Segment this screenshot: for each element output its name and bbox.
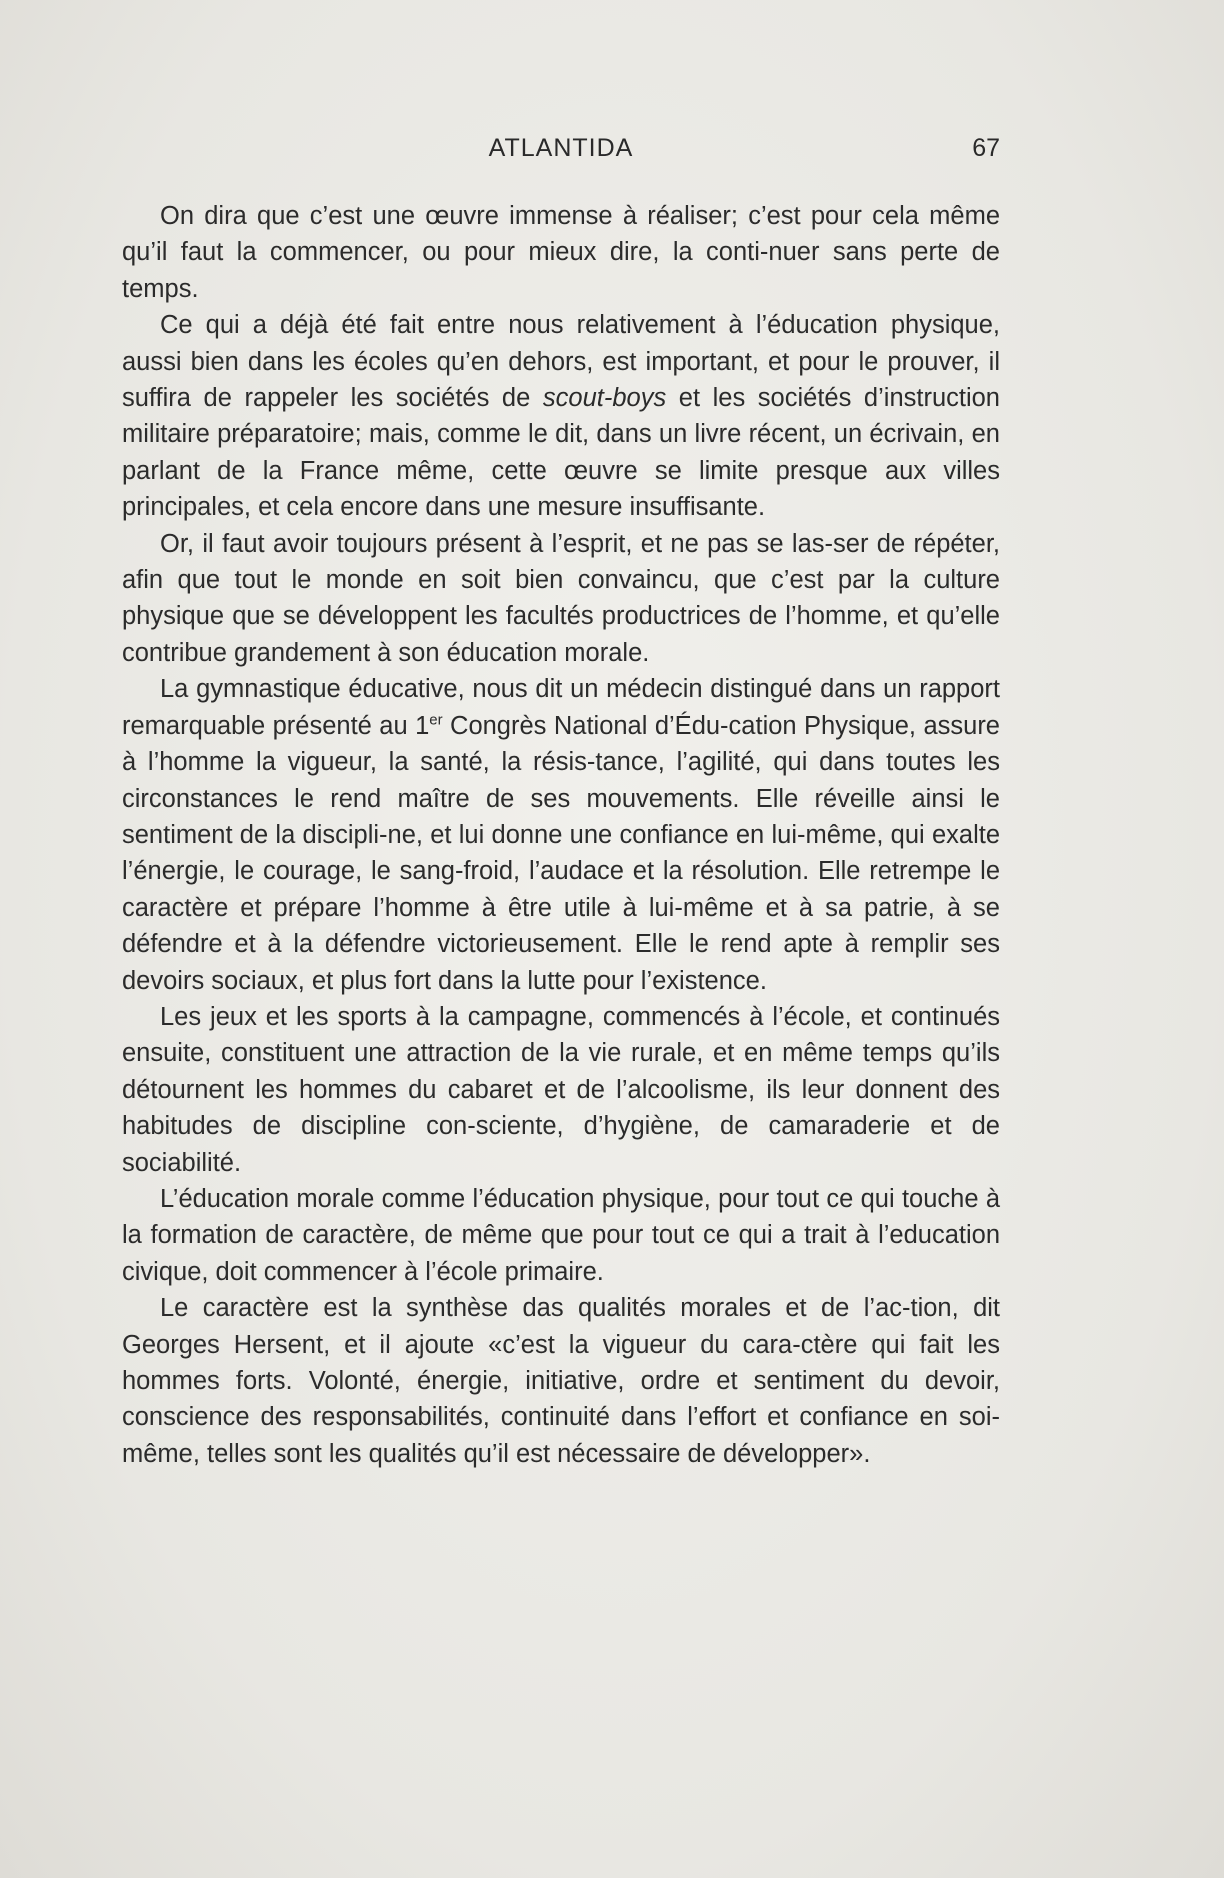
paragraph-4-text-after: Congrès National d’Édu-cation Physique, assure à l’homme la vigueur, la santé, la résis-tance, l’agilité, qui dans toutes les circonstances le rend maître de ses mouvements. Elle réveille ainsi le sentiment de la discipli-ne, et lui donne une confiance en lui-même, qui exalte l’énergie, le courage, le sang-froid, l’audace et la résolution. Elle retrempe le caractère et prépare l’homme à être utile à lui-même et à sa patrie, à se défendre et à la défendre victorieusement. Elle le rend apte à remplir ses devoirs sociaux, et plus fort dans la lutte pour l’existence.: [122, 711, 1000, 995]
ordinal-superscript: er: [429, 711, 443, 729]
paragraph-1: On dira que c’est une œuvre immense à réaliser; c’est pour cela même qu’il faut la commencer, ou pour mieux dire, la conti-nuer sans perte de temps.: [122, 202, 1000, 303]
paragraph-4-text-before: La gymnastique éducative, nous dit un médecin distingué dans un rapport remarquable présenté au 1: [122, 675, 1000, 740]
scout-boys-emphasis: scout-boys: [542, 384, 667, 413]
paragraph-7: Le caractère est la synthèse das qualités morales et de l’ac-tion, dit Georges Hersent, et il ajoute «c’est la vigueur du cara-ctère qui fait les hommes forts. Volonté, énergie, initiative, ordre et sentiment du devoir, conscience des responsabilités, continuité dans l’effort et confiance en soi-même, telles sont les qualités qu’il est nécessaire de développer».: [122, 1294, 1000, 1468]
paragraph-6: L’éducation morale comme l’éducation physique, pour tout ce qui touche à la formation de caractère, de même que pour tout ce qui a trait à l’education civique, doit commencer à l’école primaire.: [122, 1184, 1000, 1286]
page-number: 67: [972, 134, 1000, 162]
running-title: ATLANTIDA: [488, 134, 634, 162]
paragraph-2: [122, 307, 1000, 525]
paragraph-4: [122, 671, 1000, 999]
body-text: [122, 198, 1000, 1472]
paragraph-5: Les jeux et les sports à la campagne, commencés à l’école, et continués ensuite, constituent une attraction de la vie rurale, et en même temps qu’ils détournent les hommes du cabaret et de l’alcoolisme, ils leur donnent des habitudes de discipline con-sciente, d’hygiène, de camaraderie et de sociabilité.: [122, 1002, 1000, 1177]
paragraph-2-text-after: et les sociétés d’instruction militaire préparatoire; mais, comme le dit, dans un livre récent, un écrivain, en parlant de la France même, cette œuvre se limite presque aux villes principales, et cela encore dans une mesure insuffisante.: [122, 384, 1000, 522]
page-header: [122, 134, 1000, 168]
paragraph-2-text-before: Ce qui a déjà été fait entre nous relativement à l’éducation physique, aussi bien dans les écoles qu’en dehors, est important, et pour le prouver, il suffira de rappeler les sociétés de: [122, 311, 1000, 413]
paragraph-3: Or, il faut avoir toujours présent à l’esprit, et ne pas se las-ser de répéter, afin que tout le monde en soit bien convaincu, que c’est par la culture physique que se développent les facultés productrices de l’homme, et qu’elle contribue grandement à son éducation morale.: [122, 529, 1000, 667]
